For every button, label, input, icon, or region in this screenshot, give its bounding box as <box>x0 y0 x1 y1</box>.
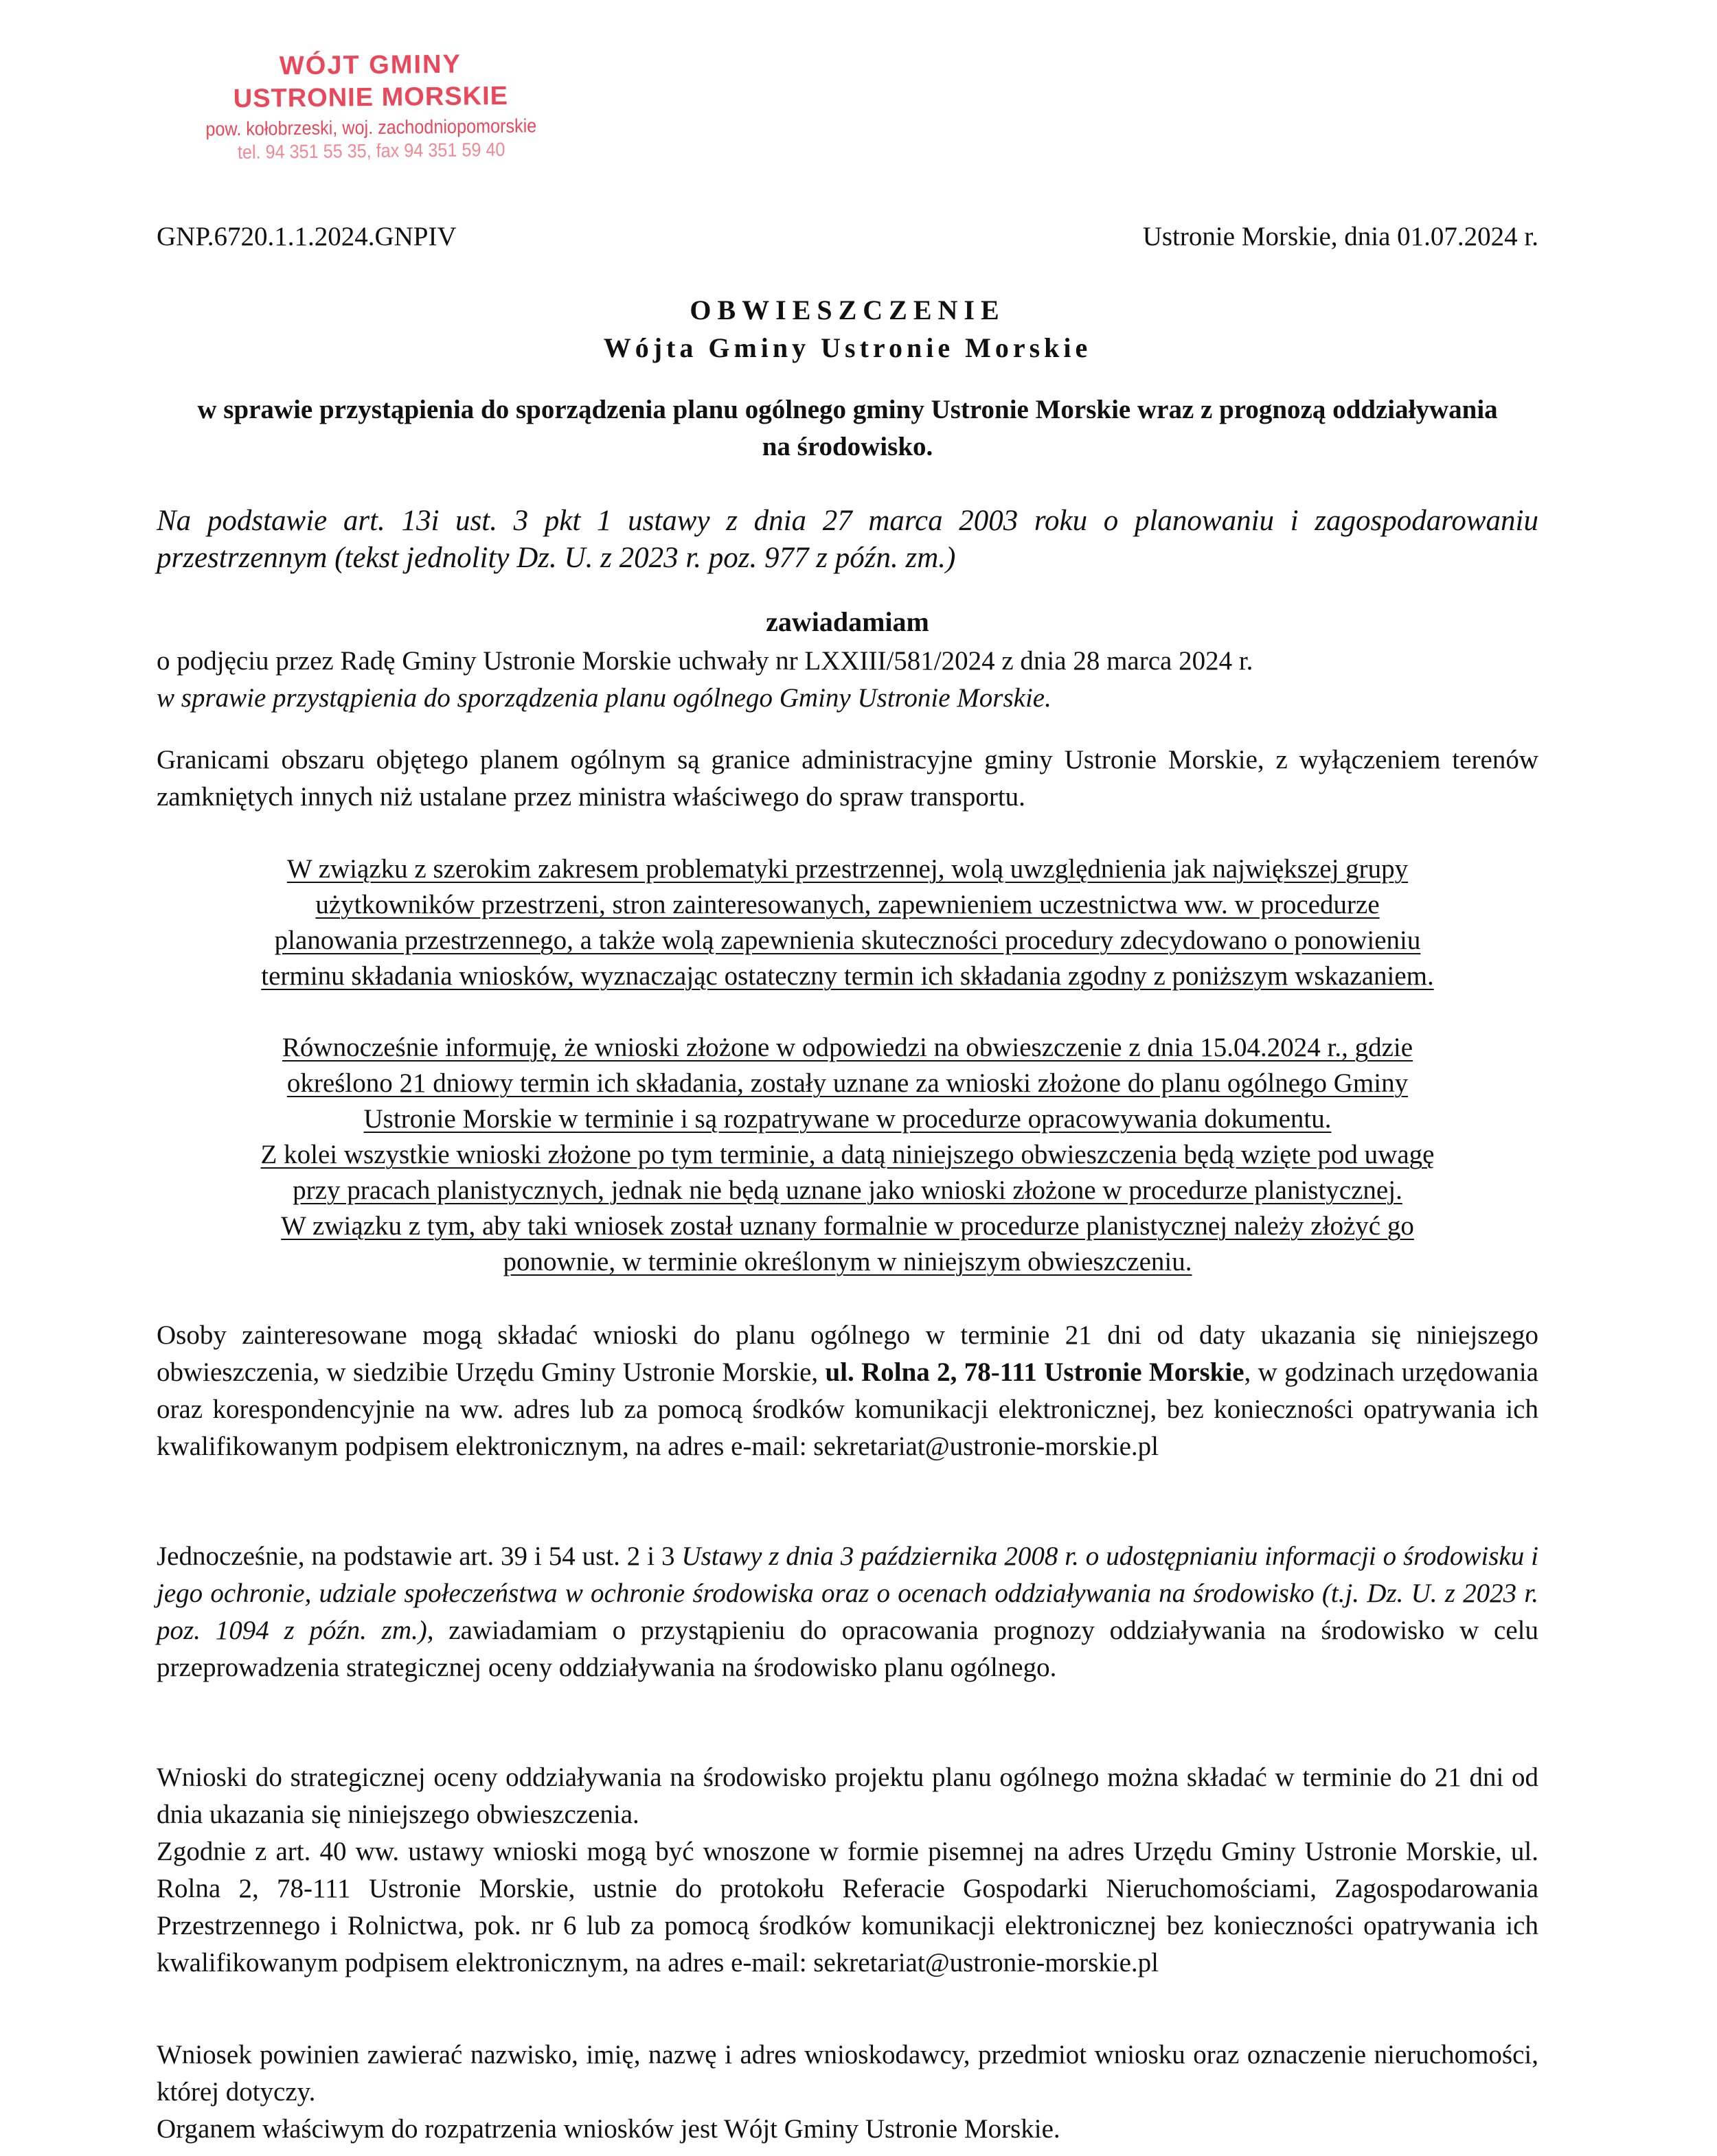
environment-paragraph <box>157 1538 1538 1686</box>
underlined-notice-1 <box>157 851 1538 994</box>
application-requirements <box>157 2037 1538 2148</box>
underlined-line: W związku z tym, aby taki wniosek został uznany formalnie w procedurze planistycznej należy złożyć go <box>281 1211 1414 1241</box>
resolution-paragraph <box>157 643 1538 717</box>
document-subject: w sprawie przystąpienia do sporządzenia planu ogólnego gminy Ustronie Morskie wraz z prognozą oddziaływania na środowisko. <box>197 395 1498 461</box>
submission-paragraph <box>157 1317 1538 1465</box>
legal-basis: Na podstawie art. 13i ust. 3 pkt 1 ustawy z dnia 27 marca 2003 roku o planowaniu i zagospodarowaniu przestrzennym (tekst jednolity Dz. U. z 2023 r. poz. 977 z późn. zm.) <box>157 505 1538 574</box>
assessment-deadline: Wnioski do strategicznej oceny oddziaływania na środowisko projektu planu ogólnego można składać w terminie do 21 dni od dnia ukazania się niniejszego obwieszczenia. <box>157 1763 1538 1829</box>
competent-authority: Organem właściwym do rozpatrzenia wniosków jest Wójt Gminy Ustronie Morskie. <box>157 2114 1060 2144</box>
underlined-line: użytkowników przestrzeni, stron zainteresowanych, zapewnieniem uczestnictwa ww. w procedurze <box>315 890 1380 919</box>
stamp-municipality: USTRONIE MORSKIE <box>233 81 509 114</box>
stamp-region: pow. kołobrzeski, woj. zachodniopomorskie <box>205 115 537 140</box>
underlined-line: Z kolei wszystkie wnioski złożone po tym terminie, a datą niniejszego obwieszczenia będą wzięte pod uwagę <box>260 1140 1435 1169</box>
underlined-line: planowania przestrzennego, a także wolą zapewnienia skuteczności procedury zdecydowano o ponowieniu <box>274 926 1421 955</box>
environment-act-title: Ustawy z dnia 3 października 2008 r. o udostępnianiu informacji o środowisku i jego ochronie, udziale społeczeństwa w ochronie środowiska oraz o ocenach oddziaływania na środowisko (t.j. Dz. U. z 2023 r. poz. 1094 z późn. zm.), <box>157 1541 1538 1645</box>
place-date: Ustronie Morskie, dnia 01.07.2024 r. <box>1142 222 1538 251</box>
document-title: OBWIESZCZENIE <box>690 295 1005 325</box>
underlined-line: ponownie, w terminie określonym w niniejszym obwieszczeniu. <box>503 1247 1192 1276</box>
underlined-line: W związku z szerokim zakresem problematyki przestrzennej, wolą uwzględnienia jak największej grupy <box>286 854 1409 884</box>
boundaries-paragraph: Granicami obszaru objętego planem ogólnym są granice administracyjne gminy Ustronie Morskie, z wyłączeniem terenów zamkniętych innych niż ustalane przez ministra właściwego do spraw transportu. <box>157 745 1538 812</box>
stamp-contact: tel. 94 351 55 35, fax 94 351 59 40 <box>237 138 505 163</box>
resolution-text: o podjęciu przez Radę Gminy Ustronie Morskie uchwały nr LXXIII/581/2024 z dnia 28 marca 2024 r. <box>157 646 1253 676</box>
environment-text-1: Jednocześnie, na podstawie art. 39 i 54 ust. 2 i 3 <box>157 1541 682 1571</box>
environment-text-2: zawiadamiam o przystąpieniu do opracowania prognozy oddziaływania na środowisko w celu przeprowadzenia strategicznej oceny oddziaływania na środowisko planu ogólnego. <box>157 1616 1538 1682</box>
underlined-line: określono 21 dniowy termin ich składania, zostały uznane za wnioski złożone do planu ogólnego Gminy <box>286 1068 1409 1098</box>
office-address: ul. Rolna 2, 78-111 Ustronie Morskie <box>825 1357 1244 1387</box>
assessment-submission: Zgodnie z art. 40 ww. ustawy wnioski mogą być wnoszone w formie pisemnej na adres Urzędu Gminy Ustronie Morskie, ul. Rolna 2, 78-111 Ustronie Morskie, ustnie do protokołu Referacie Gospodarki Nieruchomościami, Zagospodarowania Przestrzennego i Rolnictwa, pok. nr 6 lub za pomocą środków komunikacji elektronicznej bez konieczności opatrywania ich kwalifikowanym podpisem elektronicznym, na adres e-mail: sekretariat@ustronie-morskie.pl <box>157 1837 1538 1977</box>
stamp-title: WÓJT GMINY <box>279 49 462 81</box>
notify-heading: zawiadamiam <box>766 606 929 637</box>
submission-text-1: Osoby zainteresowane mogą składać wnioski do planu ogólnego w terminie 21 dni od daty ukazania się niniejszego obwieszczenia, w siedzibie Urzędu Gminy Ustronie Morskie, <box>157 1320 1538 1387</box>
reference-number: GNP.6720.1.1.2024.GNPIV <box>157 222 457 251</box>
official-stamp <box>164 49 578 164</box>
underlined-line: przy pracach planistycznych, jednak nie będą uznane jako wnioski złożone w procedurze planistycznej. <box>293 1176 1402 1205</box>
document-issuer: Wójta Gminy Ustronie Morskie <box>603 332 1092 363</box>
submission-text-2: , w godzinach urzędowania oraz korespondencyjnie na ww. adres lub za pomocą środków komunikacji elektronicznej, bez konieczności opatrywania ich kwalifikowanym podpisem elektronicznym, na adres e-mail: sekretariat@ustronie-morskie.pl <box>157 1357 1538 1461</box>
resolution-title: w sprawie przystąpienia do sporządzenia planu ogólnego Gminy Ustronie Morskie. <box>157 683 1051 713</box>
assessment-paragraph <box>157 1759 1538 1982</box>
application-contents: Wniosek powinien zawierać nazwisko, imię, nazwę i adres wnioskodawcy, przedmiot wniosku oraz oznaczenie nieruchomości, której dotyczy. <box>157 2040 1538 2107</box>
underlined-line: terminu składania wniosków, wyznaczając ostateczny termin ich składania zgodny z poniższym wskazaniem. <box>261 961 1434 991</box>
underlined-line: Ustronie Morskie w terminie i są rozpatrywane w procedurze opracowywania dokumentu. <box>363 1104 1332 1134</box>
underlined-line: Równocześnie informuję, że wnioski złożone w odpowiedzi na obwieszczenie z dnia 15.04.2024 r., gdzie <box>282 1033 1413 1062</box>
underlined-notice-2 <box>157 1030 1538 1280</box>
